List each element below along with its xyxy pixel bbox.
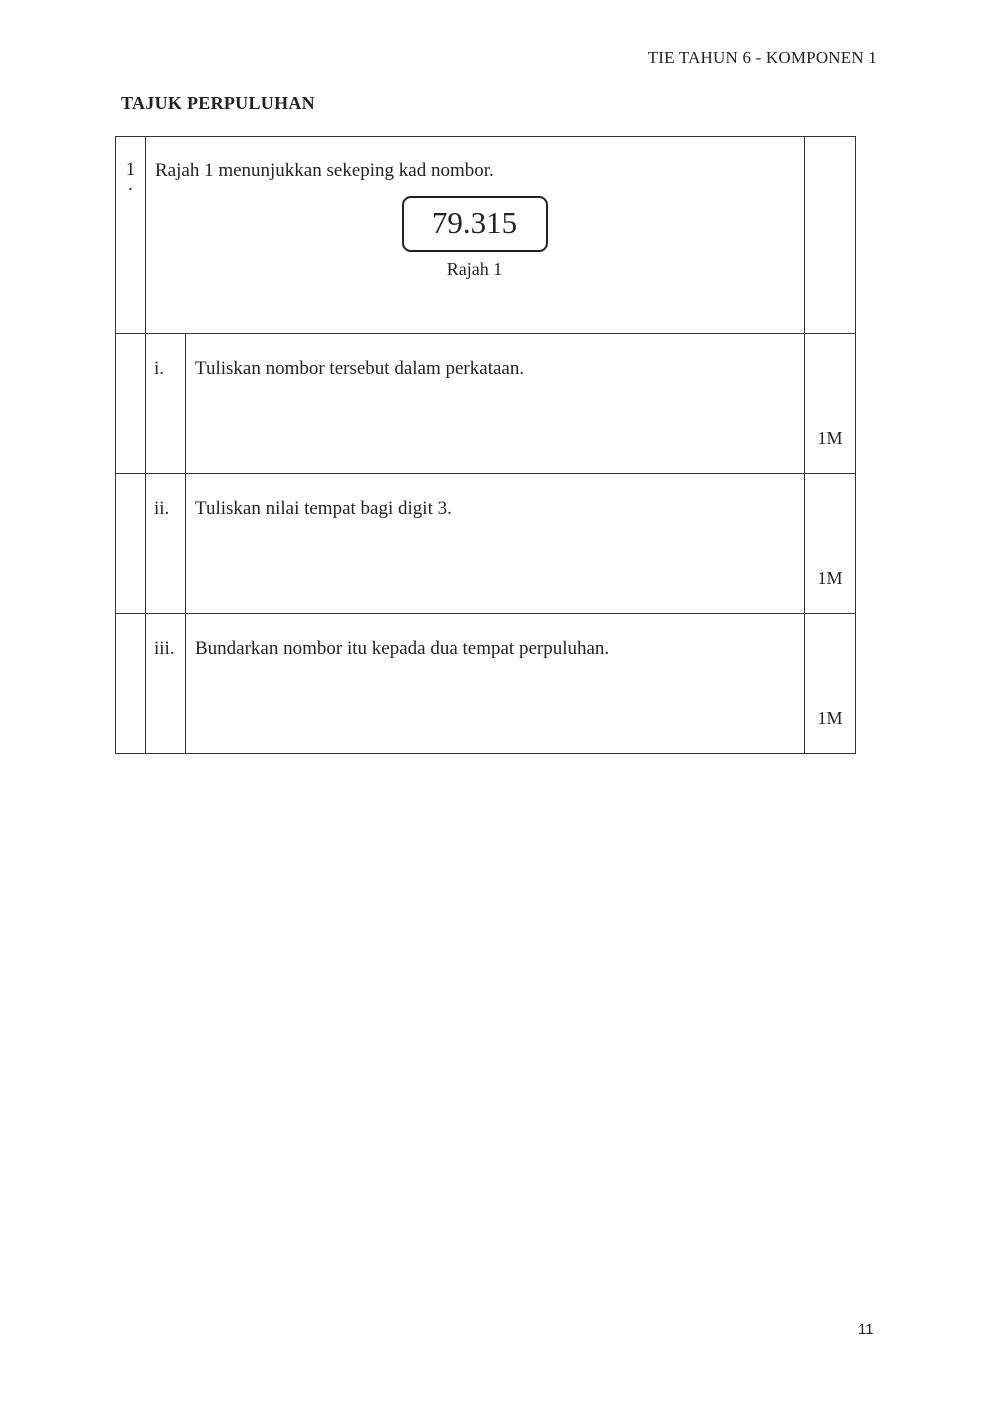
mark-cell xyxy=(805,474,856,614)
mark-cell-empty xyxy=(805,137,856,334)
question-number-value: 1 xyxy=(125,159,136,180)
part-label: i. xyxy=(146,334,186,474)
part-text: Tuliskan nombor tersebut dalam perkataan. xyxy=(186,334,805,474)
part-label: iii. xyxy=(146,614,186,754)
topic-title: TAJUK PERPULUHAN xyxy=(121,93,315,113)
question-stem: Rajah 1 menunjukkan sekeping kad nombor. xyxy=(155,160,494,181)
blank-cell xyxy=(116,334,146,474)
part-marks: 1M xyxy=(817,568,843,588)
mark-cell xyxy=(805,334,856,474)
number-card: 79.315 xyxy=(402,196,548,252)
blank-cell xyxy=(116,474,146,614)
question-stem-cell xyxy=(146,137,805,334)
part-text: Tuliskan nilai tempat bagi digit 3. xyxy=(186,474,805,614)
part-marks: 1M xyxy=(817,708,843,728)
question-number xyxy=(116,137,146,334)
document-header: TIE TAHUN 6 - KOMPONEN 1 xyxy=(647,48,877,67)
part-row-ii xyxy=(116,474,856,614)
figure xyxy=(155,182,804,280)
blank-cell xyxy=(116,614,146,754)
part-row-i xyxy=(116,334,856,474)
figure-caption: Rajah 1 xyxy=(446,259,503,279)
part-row-iii xyxy=(116,614,856,754)
mark-cell xyxy=(805,614,856,754)
part-marks: 1M xyxy=(817,428,843,448)
question-table xyxy=(115,136,856,754)
question-number-dot: . xyxy=(128,174,133,195)
question-stem-row xyxy=(116,137,856,334)
page-number: 11 xyxy=(858,1321,874,1338)
part-text: Bundarkan nombor itu kepada dua tempat perpuluhan. xyxy=(186,614,805,754)
part-label: ii. xyxy=(146,474,186,614)
